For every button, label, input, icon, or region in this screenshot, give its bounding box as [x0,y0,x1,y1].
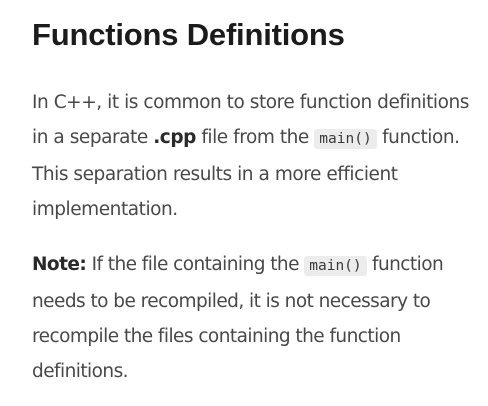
note-text-start: If the file containing the [86,254,305,275]
note-paragraph [32,247,484,389]
page-title: Functions Definitions [32,17,345,52]
intro-text-end: function. This separation results in a more efficient implementation. [32,127,460,220]
note-text-end: function needs to be recompiled, it is not necessary to recompile the files containing the function definitions. [32,254,444,382]
note-label: Note: [32,254,87,275]
intro-text-middle: file from the [195,127,315,148]
intro-text-start: In C++, it is common to store function definitions in a separate [32,92,469,148]
main-function-code-note: main() [304,256,366,276]
article-content [32,14,484,389]
cpp-extension-bold: .cpp [153,127,196,148]
main-function-code: main() [314,129,376,149]
intro-paragraph [32,85,484,227]
